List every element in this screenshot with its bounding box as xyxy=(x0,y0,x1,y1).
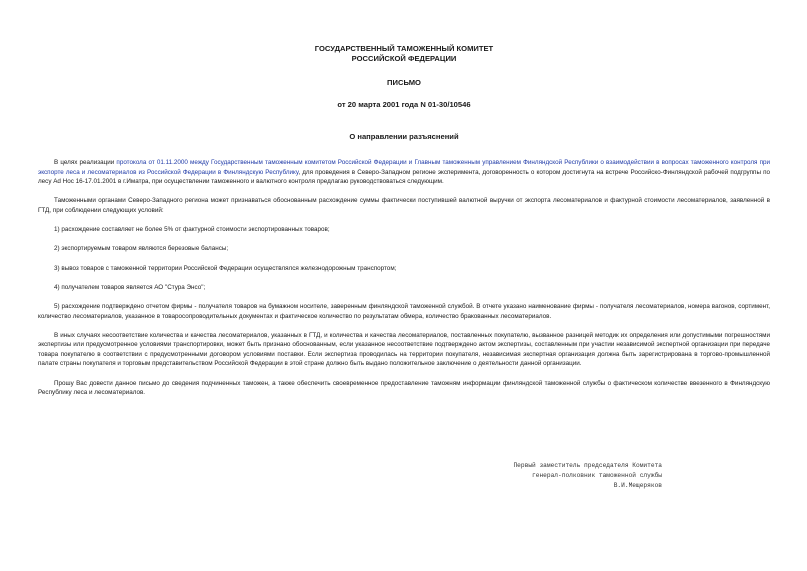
paragraph-conditions: Таможенными органами Северо-Западного региона может признаваться обоснованным расхождение суммы фактически поступившей валютной выручки от экспорта лесоматериалов и фактурной стоимости лесоматериалов, заявленной в ГТД, при соблюдении следующих условий: xyxy=(38,197,770,214)
document-title: О направлении разъяснений xyxy=(349,132,459,141)
paragraph-intro-start: В целях реализации xyxy=(54,159,117,166)
list-item-condition-3: 3) вывоз товаров с таможенной территории Российской Федерации осуществлялся железнодорожным транспортом; xyxy=(54,264,397,272)
document-body xyxy=(38,158,770,398)
issuing-organization xyxy=(38,44,770,63)
paragraph-intro xyxy=(38,158,770,187)
signatory-position: Первый заместитель председателя Комитета xyxy=(513,462,662,469)
paragraph-other-cases: В иных случаях несоответствие количества и качества лесоматериалов, указанных в ГТД, и количества и качества лесоматериалов, поставленных покупателю, вызванное разницей методик их определения или допустимыми погрешностями экспертизы или предусмотренное условиями транспортировки, может быть признано обоснованным, если указанное несоответствие подтверждено актом экспертизы, составленным при участии независимой экспертной организации при передаче товара покупателю в соответствии с предусмотренными договором условиями поставки. Если экспертиза проводилась на территории покупателя, независимая экспертная организация должна быть зарегистрирована в торгово-промышленной палате страны покупателя и торговым представительством Российской Федерации в этой стране должно быть выдано положительное заключение о деятельности данной организации. xyxy=(38,331,770,368)
signature-block xyxy=(462,461,662,491)
list-item-condition-1: 1) расхождение составляет не более 5% от фактурной стоимости экспортированных товаров; xyxy=(54,226,330,234)
paragraph-intro-rest: , для проведения в Северо-Западном регионе эксперимента, договоренность о котором достигнута на встрече Российско-Финляндской рабочей подгруппы по лесу Ad Hoc 16-17.01.2001 в г.Иматра, при осуществлении таможенного и валютного контроля предлагаю руководствоваться следующим. xyxy=(38,168,770,186)
signatory-name: В.И.Мещеряков xyxy=(613,482,662,489)
document-type: ПИСЬМО xyxy=(387,78,421,87)
list-item-condition-2: 2) экспортируемым товаром являются березовые балансы; xyxy=(54,245,229,253)
signatory-rank: генерал-полковник таможенной службы xyxy=(532,472,662,479)
list-item-condition-5: 5) расхождение подтверждено отчетом фирмы - получателя товаров на бумажном носителе, заверенным финляндской таможенной службой. В отчете указано наименование фирмы - получателя лесоматериалов, номера вагонов, сортимент, количество лесоматериалов, указанное в товаросопроводительных документах и фактическое количество по результатам обмера, количество бракованных лесоматериалов. xyxy=(38,302,770,320)
document-date-number: от 20 марта 2001 года N 01-30/10546 xyxy=(337,100,471,109)
protocol-link[interactable]: протокола от 01.11.2000 между Государственным таможенным комитетом Российской Федерации и Главным таможенным управлением Финляндской Республики о взаимодействии в вопросах таможенного контроля при экспорте леса и лесоматериалов из Российской Федерации в Финляндскую Республику xyxy=(38,159,770,176)
list-item-condition-4: 4) получателем товаров является АО "Стура Энсо"; xyxy=(54,283,206,291)
organization-line-2: РОССИЙСКОЙ ФЕДЕРАЦИИ xyxy=(351,53,457,63)
paragraph-request: Прошу Вас довести данное письмо до сведения подчиненных таможен, а также обеспечить своевременное предоставление таможням информации финляндской таможенной службы о фактическом количестве ввезенного в Финляндскую Республику леса и лесоматериалов. xyxy=(38,379,770,397)
organization-line-1: ГОСУДАРСТВЕННЫЙ ТАМОЖЕННЫЙ КОМИТЕТ xyxy=(314,44,494,53)
